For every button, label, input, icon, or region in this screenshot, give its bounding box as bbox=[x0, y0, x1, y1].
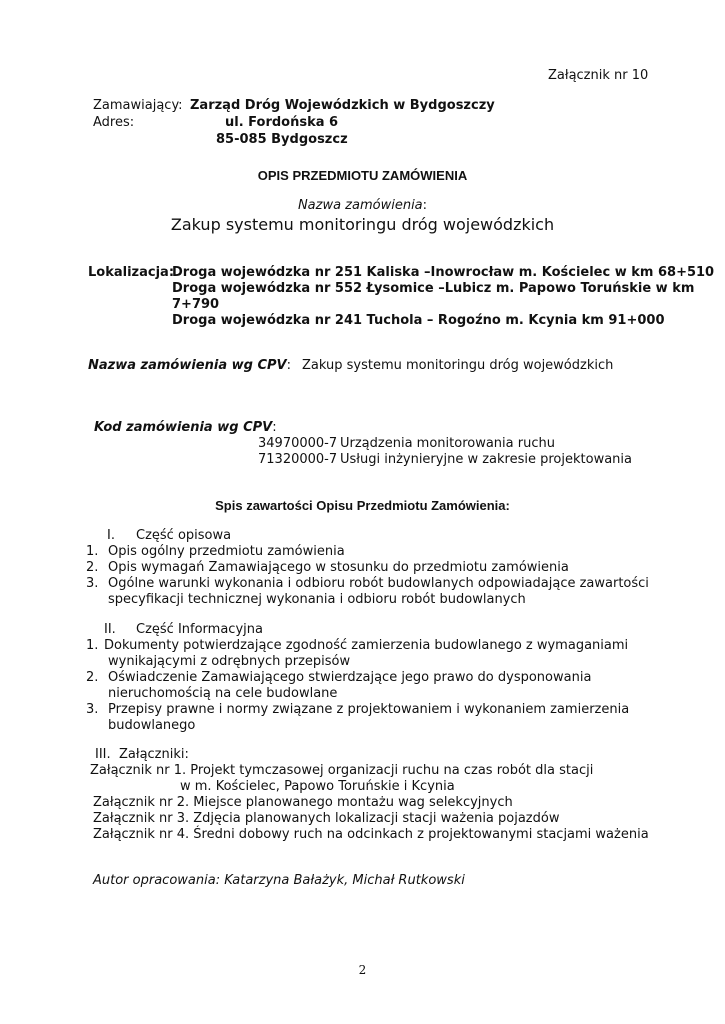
client-label: Zamawiający: bbox=[93, 98, 183, 113]
list-item: Oświadczenie Zamawiającego stwierdzające jego prawo do dysponowania bbox=[108, 670, 592, 685]
list-item: Opis ogólny przedmiotu zamówienia bbox=[108, 544, 345, 559]
cpv-desc: Urządzenia monitorowania ruchu bbox=[340, 436, 555, 451]
list-item: Przepisy prawne i normy związane z projektowaniem i wykonaniem zamierzenia bbox=[108, 702, 630, 717]
cpv-name-label bbox=[88, 358, 291, 374]
attachment-item: Załącznik nr 2. Miejsce planowanego montażu wag selekcyjnych bbox=[93, 795, 513, 810]
attachment-item: Załącznik nr 4. Średni dobowy ruch na odcinkach z projektowanymi stacjami ważenia bbox=[93, 827, 649, 842]
location-line: Droga wojewódzka nr 241 Tuchola – Rogoźno m. Kcynia km 91+000 bbox=[172, 313, 665, 328]
address-city: 85-085 Bydgoszcz bbox=[216, 132, 348, 147]
location-line: 7+790 bbox=[172, 297, 220, 312]
order-name-colon: : bbox=[422, 198, 428, 213]
list-item: Dokumenty potwierdzające zgodność zamierzenia budowlanego z wymaganiami bbox=[104, 638, 629, 653]
attachment-item: Załącznik nr 1. Projekt tymczasowej organizacji ruchu na czas robót dla stacji bbox=[90, 763, 594, 778]
attachment-item-continuation: w m. Kościelec, Papowo Toruńskie i Kcynia bbox=[180, 779, 455, 794]
page-number: 2 bbox=[358, 963, 367, 977]
list-item-continuation: budowlanego bbox=[108, 718, 196, 733]
list-number: 3. bbox=[86, 702, 99, 717]
list-item-continuation: specyfikacji technicznej wykonania i odbioru robót budowlanych bbox=[108, 592, 526, 607]
cpv-name-value: Zakup systemu monitoringu dróg wojewódzkich bbox=[302, 358, 614, 373]
list-number: 1. bbox=[86, 638, 99, 653]
list-item: Opis wymagań Zamawiającego w stosunku do przedmiotu zamówienia bbox=[108, 560, 569, 575]
client-name: Zarząd Dróg Wojewódzkich w Bydgoszczy bbox=[190, 98, 495, 113]
location-label: Lokalizacja: bbox=[88, 265, 175, 280]
cpv-name-label-text: Nazwa zamówienia wg CPV bbox=[88, 358, 287, 373]
cpv-code-colon: : bbox=[272, 420, 277, 435]
authors: Autor opracowania: Katarzyna Bałażyk, Michał Rutkowski bbox=[93, 873, 465, 888]
document-title: OPIS PRZEDMIOTU ZAMÓWIENIA bbox=[257, 168, 468, 183]
order-name-label bbox=[0, 198, 725, 214]
attachment-item: Załącznik nr 3. Zdjęcia planowanych lokalizacji stacji ważenia pojazdów bbox=[93, 811, 560, 826]
cpv-code: 71320000-7 bbox=[258, 452, 338, 467]
list-number: 2. bbox=[86, 670, 99, 685]
section3-title: Załączniki: bbox=[119, 747, 189, 762]
location-line: Droga wojewódzka nr 552 Łysomice –Lubicz m. Papowo Toruńskie w km bbox=[172, 281, 695, 296]
section2-title: Część Informacyjna bbox=[136, 622, 263, 637]
address-label: Adres: bbox=[93, 115, 135, 130]
section1-numeral: I. bbox=[107, 528, 115, 543]
list-item-continuation: wynikającymi z odrębnych przepisów bbox=[108, 654, 351, 669]
cpv-code-label-text: Kod zamówienia wg CPV bbox=[94, 420, 273, 435]
address-street: ul. Fordońska 6 bbox=[225, 115, 339, 130]
order-name: Zakup systemu monitoringu dróg wojewódzkich bbox=[170, 215, 555, 234]
section2-numeral: II. bbox=[104, 622, 116, 637]
cpv-code: 34970000-7 bbox=[258, 436, 338, 451]
list-number: 3. bbox=[86, 576, 99, 591]
list-number: 1. bbox=[86, 544, 99, 559]
order-name-label-text: Nazwa zamówienia bbox=[297, 198, 423, 213]
contents-title: Spis zawartości Opisu Przedmiotu Zamówienia: bbox=[215, 498, 510, 513]
location-line: Droga wojewódzka nr 251 Kaliska –Inowrocław m. Kościelec w km 68+510 bbox=[172, 265, 715, 280]
section1-title: Część opisowa bbox=[136, 528, 232, 543]
cpv-code-label bbox=[94, 420, 277, 436]
cpv-name-colon: : bbox=[286, 358, 291, 373]
list-number: 2. bbox=[86, 560, 99, 575]
list-item: Ogólne warunki wykonania i odbioru robót budowlanych odpowiadające zawartości bbox=[108, 576, 649, 591]
cpv-desc: Usługi inżynieryjne w zakresie projektowania bbox=[340, 452, 632, 467]
list-item-continuation: nieruchomością na cele budowlane bbox=[108, 686, 338, 701]
section3-numeral: III. bbox=[95, 747, 111, 762]
annex-label: Załącznik nr 10 bbox=[548, 68, 649, 83]
